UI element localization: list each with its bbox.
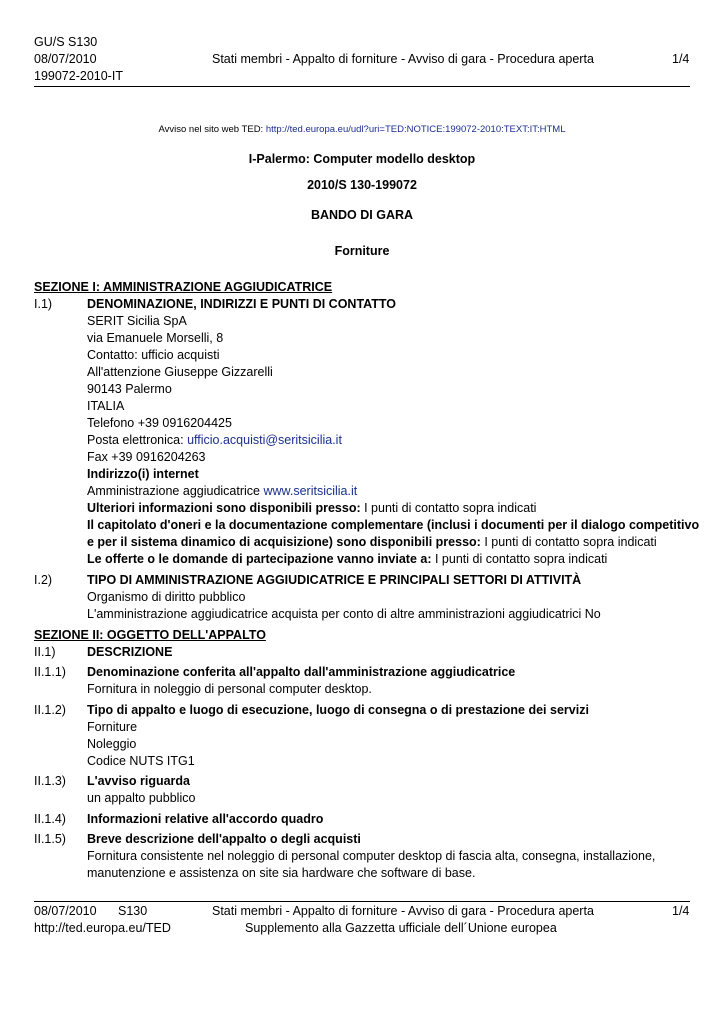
org-country: ITALIA bbox=[87, 399, 125, 413]
ii12-line1: Forniture bbox=[87, 720, 138, 734]
i2-heading: TIPO DI AMMINISTRAZIONE AGGIUDICATRICE E PRINCIPALI SETTORI DI ATTIVITÀ bbox=[87, 573, 582, 587]
email-link[interactable]: ufficio.acquisti@seritsicilia.it bbox=[187, 433, 342, 447]
doc-type: BANDO DI GARA bbox=[310, 208, 414, 222]
internet-heading: Indirizzo(i) internet bbox=[87, 467, 199, 481]
header-divider bbox=[34, 86, 690, 87]
org-street: via Emanuele Morselli, 8 bbox=[87, 331, 224, 345]
org-name: SERIT Sicilia SpA bbox=[87, 314, 187, 328]
header-page: 1/4 bbox=[672, 52, 690, 66]
docs-value: I punti di contatto sopra indicati bbox=[480, 535, 657, 549]
ii12-line2: Noleggio bbox=[87, 737, 137, 751]
admin-url-link[interactable]: www.seritsicilia.it bbox=[263, 484, 358, 498]
header-title: Stati membri - Appalto di forniture - Avviso di gara - Procedura aperta bbox=[212, 52, 594, 66]
admin-url-line bbox=[87, 483, 357, 500]
ii15-heading: Breve descrizione dell'appalto o degli acquisti bbox=[87, 832, 361, 846]
ii11-heading: Denominazione conferita all'appalto dall'amministrazione aggiudicatrice bbox=[87, 665, 516, 679]
offers-line bbox=[87, 551, 607, 568]
section1-heading: SEZIONE I: AMMINISTRAZIONE AGGIUDICATRICE bbox=[34, 280, 333, 294]
ii15-number: II.1.5) bbox=[34, 832, 66, 846]
footer-supplement: Supplemento alla Gazzetta ufficiale dell´Unione europea bbox=[245, 921, 557, 935]
ted-notice-link[interactable]: http://ted.europa.eu/udl?uri=TED:NOTICE:199072-2010:TEXT:IT:HTML bbox=[265, 124, 566, 135]
footer-divider bbox=[34, 901, 690, 902]
ii15-line1: Fornitura consistente nel noleggio di personal computer desktop di fascia alta, consegna, installazione, bbox=[87, 849, 656, 863]
header-series: GU/S S130 bbox=[34, 35, 98, 49]
footer-title: Stati membri - Appalto di forniture - Avviso di gara - Procedura aperta bbox=[212, 904, 594, 918]
ted-notice bbox=[0, 121, 724, 138]
docs-line2 bbox=[87, 534, 657, 551]
org-contact: Contatto: ufficio acquisti bbox=[87, 348, 220, 362]
doc-ref: 2010/S 130-199072 bbox=[307, 178, 417, 192]
ii14-number: II.1.4) bbox=[34, 812, 66, 826]
ii13-heading: L'avviso riguarda bbox=[87, 774, 191, 788]
docs-label-line2: e per il sistema dinamico di acquisizione) sono disponibili presso: bbox=[87, 535, 481, 549]
admin-url-label: Amministrazione aggiudicatrice bbox=[87, 484, 264, 498]
ii15-line2: manutenzione e assistenza on site sia hardware che software di base. bbox=[87, 866, 476, 880]
offers-value: I punti di contatto sopra indicati bbox=[431, 552, 608, 566]
i2-number: I.2) bbox=[34, 573, 53, 587]
footer-page: 1/4 bbox=[672, 904, 690, 918]
footer-series: S130 bbox=[118, 904, 148, 918]
email-label: Posta elettronica: bbox=[87, 433, 188, 447]
org-city: 90143 Palermo bbox=[87, 382, 172, 396]
org-email-line bbox=[87, 432, 342, 449]
ii13-line1: un appalto pubblico bbox=[87, 791, 196, 805]
offers-label: Le offerte o le domande di partecipazione vanno inviate a: bbox=[87, 552, 432, 566]
i2-line2: L'amministrazione aggiudicatrice acquista per conto di altre amministrazioni aggiudicatrici No bbox=[87, 607, 601, 621]
docs-label-line1: Il capitolato d'oneri e la documentazione complementare (inclusi i documenti per il dialogo competitivo bbox=[87, 518, 700, 532]
ii12-number: II.1.2) bbox=[34, 703, 66, 717]
i1-heading: DENOMINAZIONE, INDIRIZZI E PUNTI DI CONTATTO bbox=[87, 297, 397, 311]
ii1-number: II.1) bbox=[34, 645, 56, 659]
header-date: 08/07/2010 bbox=[34, 52, 97, 66]
section2-heading: SEZIONE II: OGGETTO DELL'APPALTO bbox=[34, 628, 266, 642]
further-info-line bbox=[87, 500, 536, 517]
ii12-line3: Codice NUTS ITG1 bbox=[87, 754, 195, 768]
ii1-heading: DESCRIZIONE bbox=[87, 645, 173, 659]
ii12-heading: Tipo di appalto e luogo di esecuzione, luogo di consegna o di prestazione dei servizi bbox=[87, 703, 589, 717]
footer-date: 08/07/2010 bbox=[34, 904, 97, 918]
ii14-heading: Informazioni relative all'accordo quadro bbox=[87, 812, 324, 826]
further-info-label: Ulteriori informazioni sono disponibili presso: bbox=[87, 501, 361, 515]
ii11-line1: Fornitura in noleggio di personal computer desktop. bbox=[87, 682, 372, 696]
doc-title: I-Palermo: Computer modello desktop bbox=[248, 152, 476, 166]
ii11-number: II.1.1) bbox=[34, 665, 66, 679]
i1-number: I.1) bbox=[34, 297, 53, 311]
footer-url[interactable]: http://ted.europa.eu/TED bbox=[34, 921, 171, 935]
org-phone: Telefono +39 0916204425 bbox=[87, 416, 232, 430]
ted-notice-prefix: Avviso nel sito web TED: bbox=[158, 124, 266, 135]
header-notice-id: 199072-2010-IT bbox=[34, 69, 123, 83]
org-fax: Fax +39 0916204263 bbox=[87, 450, 206, 464]
ii13-number: II.1.3) bbox=[34, 774, 66, 788]
i2-line1: Organismo di diritto pubblico bbox=[87, 590, 246, 604]
org-attention: All'attenzione Giuseppe Gizzarelli bbox=[87, 365, 273, 379]
further-info-value: I punti di contatto sopra indicati bbox=[360, 501, 537, 515]
doc-category: Forniture bbox=[334, 244, 390, 258]
